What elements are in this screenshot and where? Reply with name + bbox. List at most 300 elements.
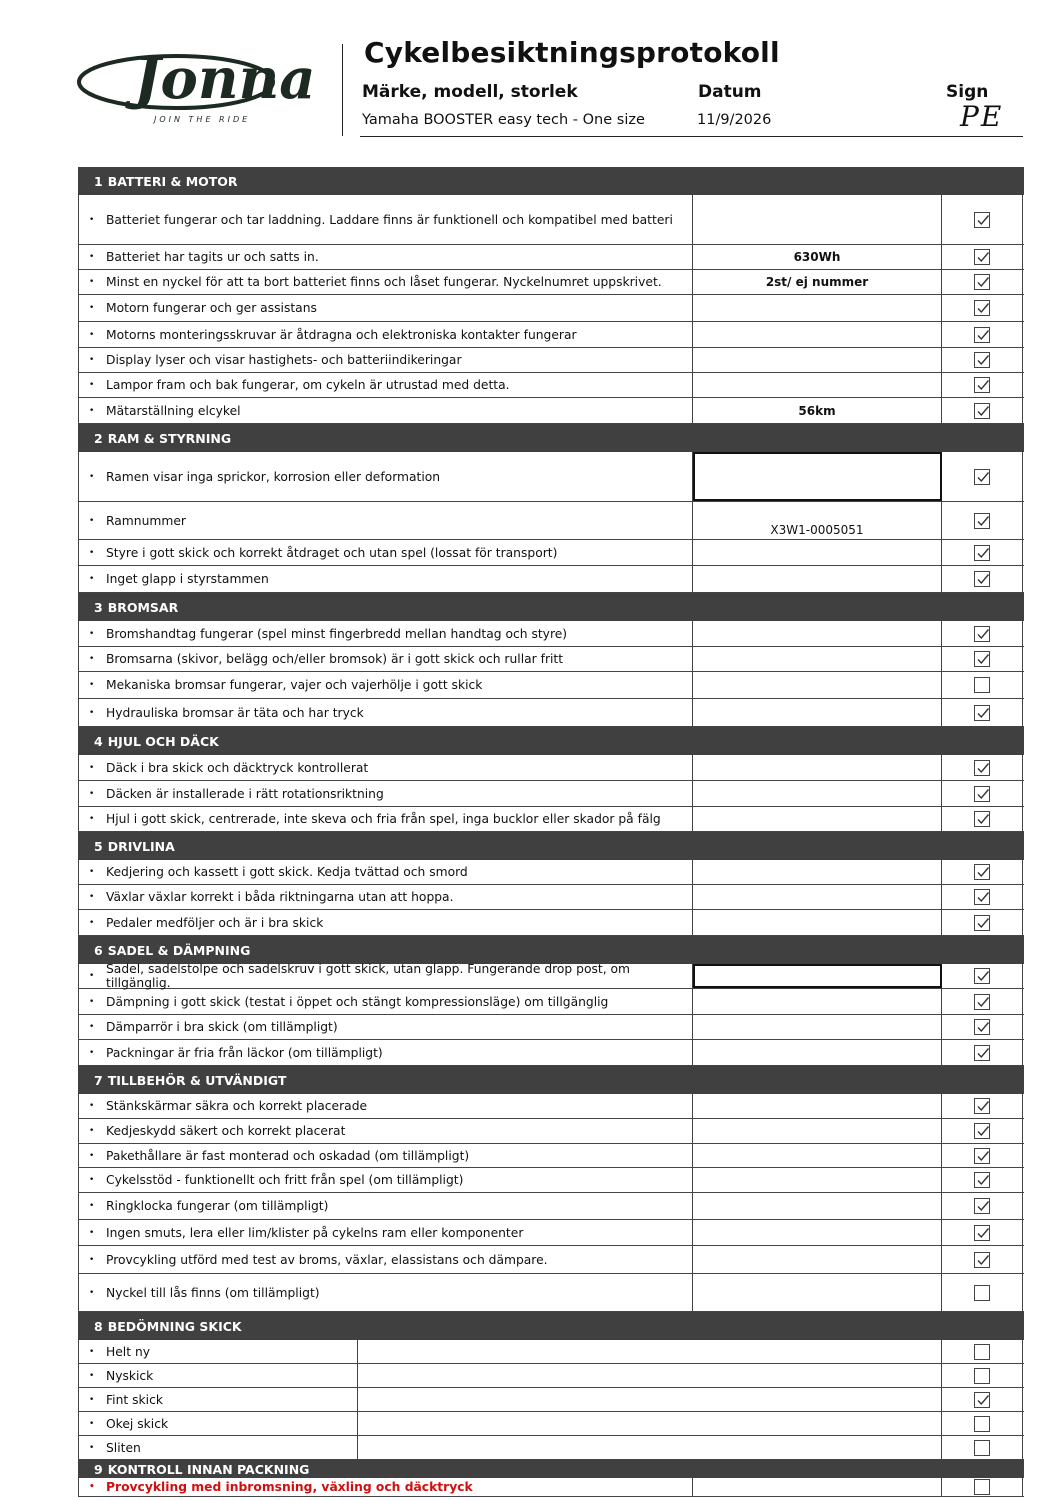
bullet-icon: • [89, 971, 95, 981]
note-cell[interactable] [693, 1246, 942, 1273]
checked-checkbox[interactable] [974, 994, 990, 1010]
note-cell[interactable] [693, 699, 942, 726]
check-cell [942, 398, 1023, 423]
check-cell [942, 807, 1023, 831]
inspection-checklist [78, 167, 1024, 1497]
bullet-icon: • [89, 1022, 95, 1032]
check-cell [942, 1340, 1023, 1363]
section-header [78, 1460, 1024, 1478]
note-cell[interactable] [693, 1478, 942, 1496]
checklist-row [78, 322, 1024, 348]
item-label: Hydrauliska bromsar är täta och har tryck [106, 705, 364, 720]
checklist-row [78, 348, 1024, 373]
bullet-icon: • [89, 788, 95, 799]
brand-logo [76, 40, 326, 130]
checklist-row [78, 1119, 1024, 1144]
logo-tagline: JOIN THE RIDE [154, 115, 251, 124]
checked-checkbox[interactable] [974, 571, 990, 587]
note-cell[interactable]: 56km [693, 398, 942, 423]
check-cell [942, 348, 1023, 372]
bullet-icon: • [89, 252, 95, 262]
note-cell[interactable] [358, 1340, 942, 1363]
item-cell [79, 566, 693, 592]
note-cell[interactable] [358, 1412, 942, 1435]
item-label: Ramnummer [106, 513, 186, 528]
item-label: Lampor fram och bak fungerar, om cykeln är utrustad med detta. [106, 378, 510, 392]
item-cell [79, 621, 693, 646]
checklist-row [78, 781, 1024, 807]
note-cell[interactable] [693, 566, 942, 592]
item-label: Motorn fungerar och ger assistans [106, 301, 317, 315]
item-cell [79, 860, 693, 884]
checked-checkbox[interactable] [974, 1225, 990, 1241]
check-cell [942, 647, 1023, 671]
note-cell[interactable] [693, 1168, 942, 1192]
bullet-icon: • [89, 1482, 95, 1492]
unchecked-checkbox[interactable] [974, 677, 990, 693]
checklist-row [78, 1436, 1024, 1460]
item-label: Sliten [106, 1440, 141, 1455]
note-cell[interactable] [358, 1436, 942, 1459]
check-cell [942, 1144, 1023, 1167]
checked-checkbox[interactable] [974, 274, 990, 290]
note-cell[interactable] [693, 910, 942, 935]
item-cell [79, 699, 693, 726]
checklist-row [78, 647, 1024, 672]
note-cell[interactable] [693, 621, 942, 646]
note-cell[interactable] [693, 1119, 942, 1143]
item-cell [79, 910, 693, 935]
note-cell[interactable] [693, 860, 942, 884]
item-cell [79, 1246, 693, 1273]
note-cell[interactable]: X3W1-0005051 [693, 502, 942, 539]
check-cell [942, 1040, 1023, 1065]
bullet-icon: • [89, 1346, 95, 1357]
item-cell [79, 373, 693, 397]
bullet-icon: • [89, 996, 95, 1007]
checklist-row [78, 672, 1024, 699]
note-cell[interactable] [693, 1274, 942, 1311]
item-label: Bromshandtag fungerar (spel minst fingerbredd mellan handtag och styre) [106, 626, 568, 641]
checked-checkbox[interactable] [974, 786, 990, 802]
item-label: Styre i gott skick och korrekt åtdraget och utan spel (lossat för transport) [106, 545, 558, 560]
item-label: Kedjering och kassett i gott skick. Kedja tvättad och smord [106, 865, 468, 879]
bullet-icon: • [89, 405, 95, 416]
checklist-row [78, 1040, 1024, 1066]
bullet-icon: • [89, 654, 95, 664]
item-cell [79, 807, 693, 831]
section-number: 3 [94, 599, 103, 615]
unchecked-checkbox[interactable] [974, 1440, 990, 1456]
bullet-icon: • [89, 1370, 95, 1381]
check-cell [942, 1220, 1023, 1245]
checklist-row [78, 964, 1024, 989]
checked-checkbox[interactable] [974, 1148, 990, 1164]
note-cell[interactable] [693, 348, 942, 372]
note-cell[interactable] [693, 540, 942, 565]
check-cell [942, 621, 1023, 646]
item-cell [79, 1015, 693, 1039]
note-cell[interactable] [693, 807, 942, 831]
check-cell [942, 1388, 1023, 1411]
checklist-row [78, 807, 1024, 832]
item-cell [79, 398, 693, 423]
unchecked-checkbox[interactable] [974, 1479, 990, 1495]
model-value: Yamaha BOOSTER easy tech - One size [362, 112, 645, 128]
bullet-icon: • [89, 1254, 95, 1265]
checklist-row [78, 1168, 1024, 1193]
checked-checkbox[interactable] [974, 1172, 990, 1188]
check-cell [942, 910, 1023, 935]
item-cell [79, 1168, 693, 1192]
checked-checkbox[interactable] [974, 403, 990, 419]
checklist-row [78, 245, 1024, 270]
section-title: DRIVLINA [107, 838, 175, 854]
item-label: Provcykling med inbromsning, växling och däcktryck [106, 1480, 473, 1494]
section-number: 8 [94, 1318, 103, 1334]
bullet-icon: • [89, 329, 95, 340]
section-title: BATTERI & MOTOR [107, 173, 238, 189]
bullet-icon: • [89, 574, 95, 584]
checklist-row [78, 755, 1024, 781]
check-cell [942, 1274, 1023, 1311]
check-cell [942, 1119, 1023, 1143]
bullet-icon: • [89, 814, 95, 824]
checklist-row [78, 910, 1024, 936]
checked-checkbox[interactable] [974, 327, 990, 343]
checked-checkbox[interactable] [974, 760, 990, 776]
item-label: Pakethållare är fast monterad och oskadad (om tillämpligt) [106, 1148, 470, 1163]
header-divider [342, 44, 343, 136]
checked-checkbox[interactable] [974, 377, 990, 393]
bullet-icon: • [89, 1442, 95, 1453]
section-header [78, 727, 1024, 755]
item-cell [79, 1144, 693, 1167]
checked-checkbox[interactable] [974, 1252, 990, 1268]
checked-checkbox[interactable] [974, 1098, 990, 1114]
item-label: Packningar är fria från läckor (om tillämpligt) [106, 1045, 383, 1060]
item-cell [79, 1388, 358, 1411]
bullet-icon: • [89, 1150, 95, 1161]
bullet-icon: • [89, 917, 95, 928]
note-cell[interactable]: 630Wh [693, 245, 942, 269]
section-header [78, 1066, 1024, 1094]
item-cell [79, 540, 693, 565]
item-cell [79, 1340, 358, 1363]
item-cell [79, 1220, 693, 1245]
item-cell [79, 672, 693, 698]
item-cell [79, 502, 693, 539]
item-cell [79, 1436, 358, 1459]
bullet-icon: • [89, 380, 95, 390]
checked-checkbox[interactable] [974, 1019, 990, 1035]
item-label: Helt ny [106, 1344, 151, 1359]
item-label: Minst en nyckel för att ta bort batteriet finns och låset fungerar. Nyckelnumret uppskrivet. [106, 275, 662, 289]
checklist-row [78, 1340, 1024, 1364]
section-title: TILLBEHÖR & UTVÄNDIGT [107, 1072, 287, 1088]
unchecked-checkbox[interactable] [974, 1368, 990, 1384]
checked-checkbox[interactable] [974, 300, 990, 316]
note-cell[interactable] [693, 322, 942, 347]
checklist-row [78, 540, 1024, 566]
section-header [78, 832, 1024, 860]
checklist-row [78, 398, 1024, 424]
item-label: Fint skick [106, 1392, 163, 1407]
checked-checkbox[interactable] [974, 968, 990, 984]
section-header [78, 424, 1024, 452]
item-label: Pedaler medföljer och är i bra skick [106, 915, 324, 930]
checked-checkbox[interactable] [974, 513, 990, 529]
bullet-icon: • [89, 214, 95, 225]
section-header [78, 167, 1024, 195]
checked-checkbox[interactable] [974, 469, 990, 485]
item-label: Kedjeskydd säkert och korrekt placerat [106, 1124, 346, 1138]
bullet-icon: • [89, 1175, 95, 1185]
note-cell[interactable] [693, 964, 942, 988]
checklist-row [78, 295, 1024, 322]
label-sign: Sign [946, 82, 989, 102]
unchecked-checkbox[interactable] [974, 1416, 990, 1432]
bullet-icon: • [89, 471, 95, 482]
check-cell [942, 1015, 1023, 1039]
item-label: Dämparrör i bra skick (om tillämpligt) [106, 1020, 338, 1034]
bullet-icon: • [89, 515, 95, 526]
unchecked-checkbox[interactable] [974, 1285, 990, 1301]
checked-checkbox[interactable] [974, 249, 990, 265]
checklist-row [78, 1193, 1024, 1220]
checklist-row [78, 699, 1024, 727]
section-number: 1 [94, 173, 103, 189]
checked-checkbox[interactable] [974, 1198, 990, 1214]
check-cell [942, 322, 1023, 347]
item-label: Ramen visar inga sprickor, korrosion eller deformation [106, 469, 441, 484]
item-cell [79, 964, 693, 988]
section-title: RAM & STYRNING [107, 430, 232, 446]
checked-checkbox[interactable] [974, 352, 990, 368]
item-label: Nyskick [106, 1368, 154, 1383]
checked-checkbox[interactable] [974, 1123, 990, 1139]
item-cell [79, 1364, 358, 1387]
section-title: BEDÖMNING SKICK [107, 1318, 242, 1334]
check-cell [942, 755, 1023, 780]
check-cell [942, 699, 1023, 726]
check-cell [942, 1094, 1023, 1118]
check-cell [942, 1246, 1023, 1273]
checked-checkbox[interactable] [974, 1392, 990, 1408]
item-cell [79, 885, 693, 909]
section-title: SADEL & DÄMPNING [107, 942, 251, 958]
note-cell[interactable] [358, 1364, 942, 1387]
note-cell[interactable] [693, 452, 942, 501]
bullet-icon: • [89, 867, 95, 877]
bullet-icon: • [89, 303, 95, 313]
check-cell [942, 1478, 1023, 1496]
signature: PE [960, 100, 1004, 133]
checked-checkbox[interactable] [974, 1045, 990, 1061]
bullet-icon: • [89, 1287, 95, 1298]
note-cell[interactable] [693, 1094, 942, 1118]
checked-checkbox[interactable] [974, 545, 990, 561]
note-cell[interactable] [358, 1388, 942, 1411]
section-number: 7 [94, 1072, 103, 1088]
bullet-icon: • [89, 892, 95, 902]
check-cell [942, 295, 1023, 321]
checklist-row [78, 1246, 1024, 1274]
note-cell[interactable] [693, 989, 942, 1014]
item-label: Dämpning i gott skick (testat i öppet och stängt kompressionsläge) om tillgänglig [106, 994, 609, 1009]
item-label: Batteriet fungerar och tar laddning. Laddare finns är funktionell och kompatibel med batteri [106, 212, 673, 227]
checklist-row [78, 1015, 1024, 1040]
check-cell [942, 452, 1023, 501]
document-title: Cykelbesiktningsprotokoll [364, 36, 780, 69]
item-label: Okej skick [106, 1416, 169, 1431]
item-cell [79, 295, 693, 321]
item-cell [79, 755, 693, 780]
checklist-row [78, 1220, 1024, 1246]
checklist-row [78, 885, 1024, 910]
check-cell [942, 1436, 1023, 1459]
section-title: HJUL OCH DÄCK [107, 733, 219, 749]
check-cell [942, 1193, 1023, 1219]
checklist-row [78, 1364, 1024, 1388]
bullet-icon: • [89, 628, 95, 639]
check-cell [942, 195, 1023, 244]
bullet-icon: • [89, 1047, 95, 1058]
bullet-icon: • [89, 1394, 95, 1405]
check-cell [942, 502, 1023, 539]
note-cell[interactable] [693, 885, 942, 909]
item-cell [79, 1040, 693, 1065]
checklist-row [78, 1094, 1024, 1119]
section-header [78, 936, 1024, 964]
checked-checkbox[interactable] [974, 864, 990, 880]
checklist-row [78, 373, 1024, 398]
note-cell[interactable] [693, 1220, 942, 1245]
item-cell [79, 781, 693, 806]
section-header [78, 1312, 1024, 1340]
note-cell[interactable] [693, 672, 942, 698]
label-model: Märke, modell, storlek [362, 82, 578, 102]
note-cell[interactable] [693, 295, 942, 321]
item-label: Motorns monteringsskruvar är åtdragna och elektroniska kontakter fungerar [106, 327, 577, 342]
checklist-row [78, 270, 1024, 295]
item-label: Cykelsstöd - funktionellt och fritt från spel (om tillämpligt) [106, 1173, 464, 1187]
checklist-row [78, 1412, 1024, 1436]
checked-checkbox[interactable] [974, 626, 990, 642]
checklist-row [78, 1274, 1024, 1312]
item-label: Däck i bra skick och däcktryck kontrollerat [106, 760, 369, 775]
check-cell [942, 964, 1023, 988]
checked-checkbox[interactable] [974, 811, 990, 827]
item-cell [79, 270, 693, 294]
check-cell [942, 1168, 1023, 1192]
item-cell [79, 1193, 693, 1219]
checked-checkbox[interactable] [974, 705, 990, 721]
checked-checkbox[interactable] [974, 212, 990, 228]
note-cell[interactable] [693, 755, 942, 780]
note-cell[interactable] [693, 781, 942, 806]
item-cell [79, 245, 693, 269]
check-cell [942, 989, 1023, 1014]
bullet-icon: • [89, 277, 95, 287]
date-value: 11/9/2026 [697, 112, 772, 128]
bullet-icon: • [89, 1418, 95, 1429]
item-label: Display lyser och visar hastighets- och batteriindikeringar [106, 353, 462, 367]
section-number: 5 [94, 838, 103, 854]
item-cell [79, 348, 693, 372]
checked-checkbox[interactable] [974, 651, 990, 667]
bullet-icon: • [89, 547, 95, 558]
note-cell[interactable] [693, 195, 942, 244]
item-cell [79, 452, 693, 501]
item-label: Ingen smuts, lera eller lim/klister på cykelns ram eller komponenter [106, 1225, 524, 1240]
item-cell [79, 1274, 693, 1311]
bullet-icon: • [89, 707, 95, 718]
item-cell [79, 1094, 693, 1118]
section-header [78, 593, 1024, 621]
check-cell [942, 373, 1023, 397]
bullet-icon: • [89, 355, 95, 365]
note-cell[interactable] [693, 1015, 942, 1039]
item-label: Provcykling utförd med test av broms, växlar, elassistans och dämpare. [106, 1252, 548, 1267]
bullet-icon: • [89, 1126, 95, 1136]
item-cell [79, 195, 693, 244]
item-label: Däcken är installerade i rätt rotationsriktning [106, 786, 384, 801]
note-cell[interactable]: 2st/ ej nummer [693, 270, 942, 294]
item-label: Nyckel till lås finns (om tillämpligt) [106, 1285, 320, 1300]
check-cell [942, 781, 1023, 806]
note-cell[interactable] [693, 373, 942, 397]
item-label: Batteriet har tagits ur och satts in. [106, 250, 319, 264]
checked-checkbox[interactable] [974, 889, 990, 905]
check-cell [942, 245, 1023, 269]
note-cell[interactable] [693, 1193, 942, 1219]
label-date: Datum [698, 82, 762, 102]
checklist-row [78, 195, 1024, 245]
item-label: Ringklocka fungerar (om tillämpligt) [106, 1199, 329, 1213]
note-cell[interactable] [693, 1144, 942, 1167]
checklist-row [78, 566, 1024, 593]
item-cell [79, 989, 693, 1014]
checklist-row [78, 860, 1024, 885]
checklist-row [78, 989, 1024, 1015]
checklist-row [78, 621, 1024, 647]
item-cell [79, 647, 693, 671]
item-cell [79, 1478, 693, 1496]
item-label: Hjul i gott skick, centrerade, inte skeva och fria från spel, inga bucklor eller skador på fälg [106, 812, 661, 826]
bullet-icon: • [89, 1227, 95, 1238]
note-cell[interactable] [693, 647, 942, 671]
section-title: KONTROLL INNAN PACKNING [107, 1461, 310, 1477]
checklist-row [78, 1478, 1024, 1497]
bullet-icon: • [89, 1201, 95, 1211]
unchecked-checkbox[interactable] [974, 1344, 990, 1360]
section-number: 9 [94, 1461, 103, 1477]
checklist-row [78, 502, 1024, 540]
item-cell [79, 1412, 358, 1435]
item-label: Bromsarna (skivor, belägg och/eller bromsok) är i gott skick och rullar fritt [106, 652, 564, 666]
checklist-row [78, 452, 1024, 502]
section-title: BROMSAR [107, 599, 179, 615]
logo-wordmark: Jonna [134, 46, 316, 112]
note-cell[interactable] [693, 1040, 942, 1065]
header-underline [360, 136, 1023, 137]
checked-checkbox[interactable] [974, 915, 990, 931]
item-label: Stänkskärmar säkra och korrekt placerade [106, 1099, 368, 1113]
check-cell [942, 270, 1023, 294]
section-number: 4 [94, 733, 103, 749]
bullet-icon: • [89, 680, 95, 690]
